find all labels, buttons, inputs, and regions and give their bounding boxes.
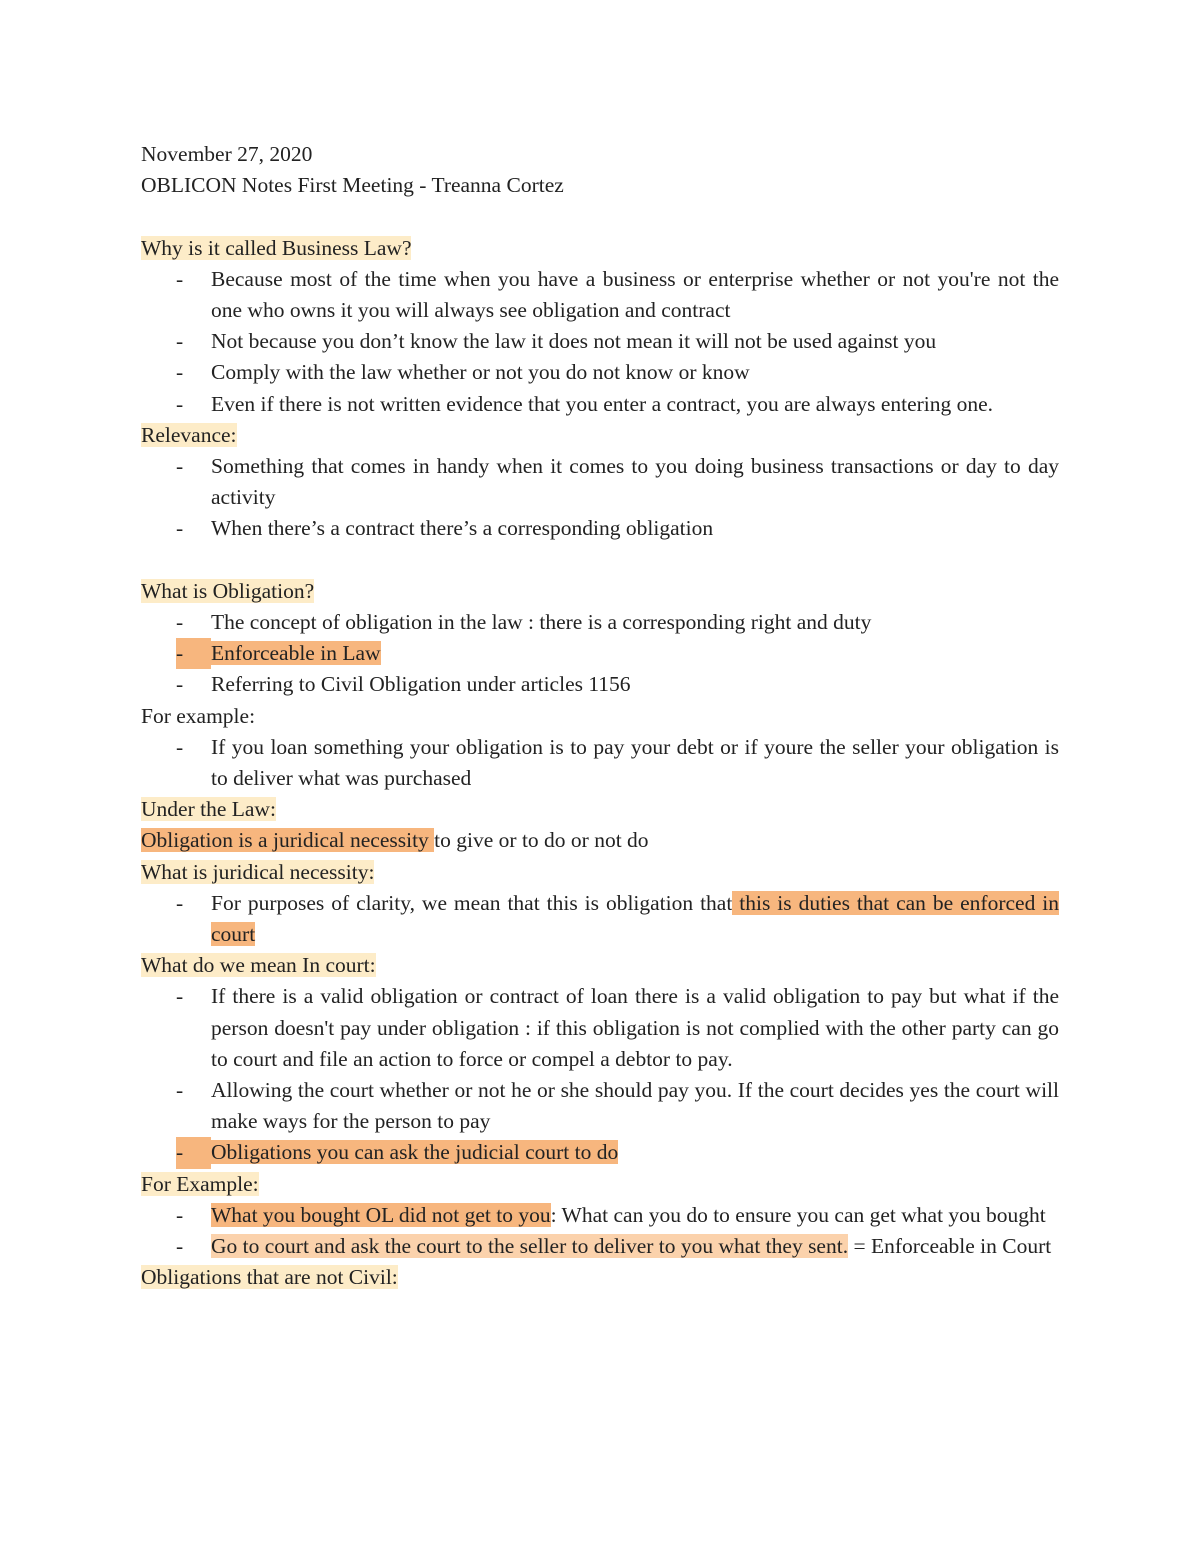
heading-obligation: What is Obligation? xyxy=(141,578,315,603)
heading-relevance: Relevance: xyxy=(141,422,237,447)
list-item: - Not because you don’t know the law it does not mean it will not be used against you xyxy=(176,329,937,354)
list-item: - Because most of the time when you have a business or enterprise whether or not you're not the one who owns it you will always see obligation and contract xyxy=(176,266,1059,322)
list-item: - When there’s a contract there’s a corresponding obligation xyxy=(176,516,714,541)
document-body xyxy=(141,139,1059,1293)
heading-under-law: Under the Law: xyxy=(141,797,276,822)
list-item: - The concept of obligation in the law : there is a corresponding right and duty xyxy=(176,610,872,635)
list-item-highlighted: - Obligations you can ask the judicial court to do xyxy=(176,1137,1059,1168)
list-item: - What you bought OL did not get to you: What can you do to ensure you can get what you bought xyxy=(176,1202,1046,1227)
heading-in-court: What do we mean In court: xyxy=(141,953,376,978)
heading-business-law: Why is it called Business Law? xyxy=(141,235,412,260)
list-item-highlighted: - Enforceable in Law xyxy=(176,638,1059,669)
heading-example: For example: xyxy=(141,703,256,728)
list-item: - If you loan something your obligation is to pay your debt or if youre the seller your obligation is to deliver what was purchased xyxy=(176,734,1059,791)
list-item: - Allowing the court whether or not he or she should pay you. If the court decides yes the court will make ways for the person to pay xyxy=(176,1078,1059,1134)
heading-example-2: For Example: xyxy=(141,1171,259,1196)
date-line: November 27, 2020 xyxy=(141,142,313,166)
list-item: - If there is a valid obligation or contract of loan there is a valid obligation to pay but what if the person doesn't pay under obligation : if this obligation is not complied with the other party can go to court and file an action to force or compel a debtor to pay. xyxy=(176,984,1059,1071)
list-item: - Comply with the law whether or not you do not know or know xyxy=(176,360,750,385)
definition-line: Obligation is a juridical necessity to give or to do or not do xyxy=(141,828,649,853)
list-item: - Referring to Civil Obligation under articles 1156 xyxy=(176,672,631,697)
list-item: - Go to court and ask the court to the seller to deliver to you what they sent. = Enforceable in Court xyxy=(176,1234,1052,1259)
heading-juridical: What is juridical necessity: xyxy=(141,859,375,884)
heading-not-civil: Obligations that are not Civil: xyxy=(141,1265,398,1290)
list-item: - For purposes of clarity, we mean that this is obligation that this is duties that can be enforced in court xyxy=(176,890,1059,947)
document-title: OBLICON Notes First Meeting - Treanna Cortez xyxy=(141,173,564,198)
spacer xyxy=(141,201,1059,232)
list-item: - Something that comes in handy when it comes to you doing business transactions or day to day activity xyxy=(176,454,1059,510)
list-item: - Even if there is not written evidence that you enter a contract, you are always entering one. xyxy=(176,391,994,416)
spacer xyxy=(141,545,1059,576)
